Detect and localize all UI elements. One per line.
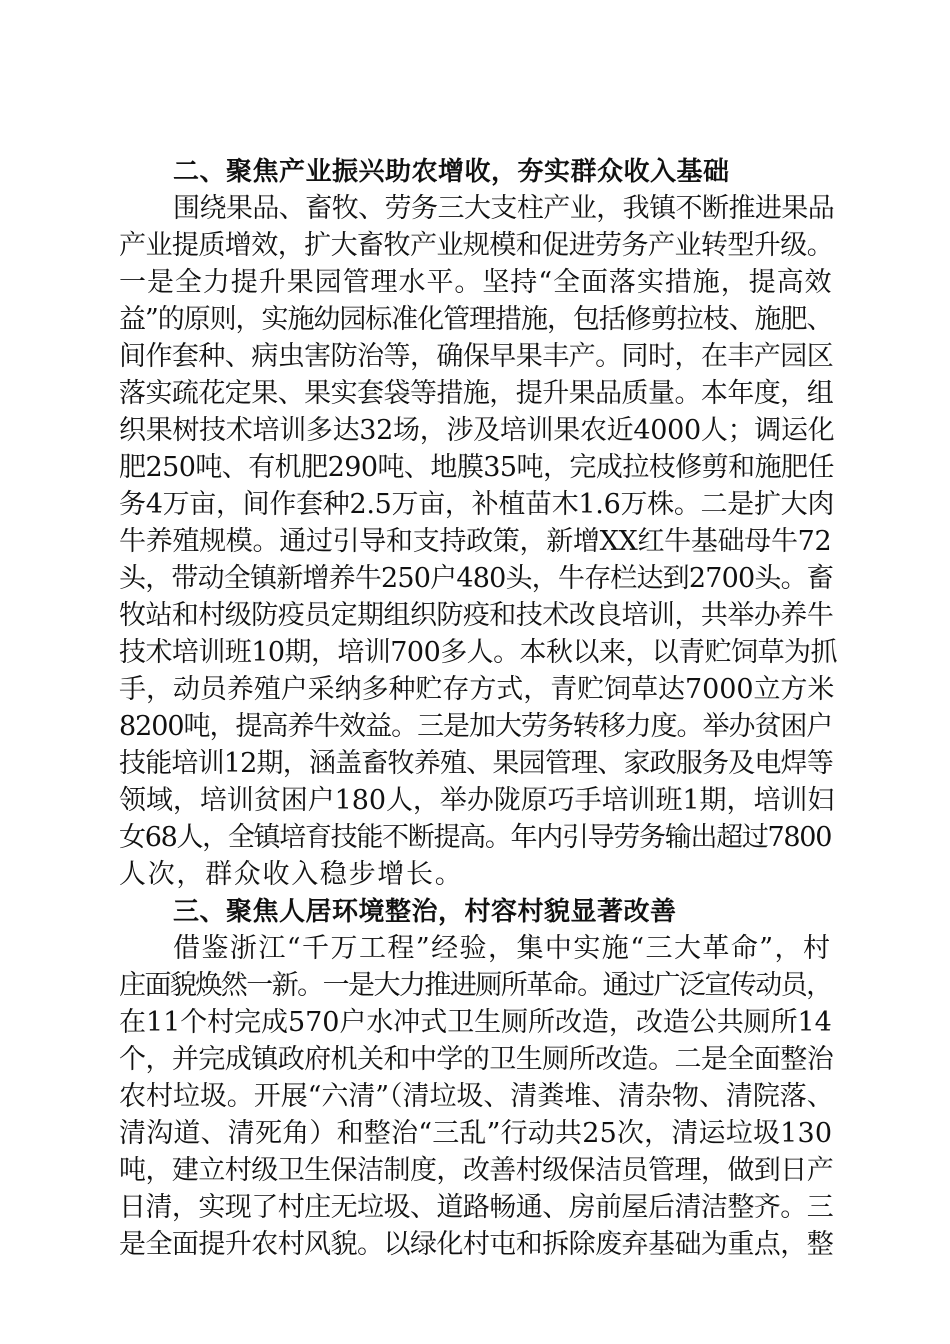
paragraph-line: 落实疏花定果、果实套袋等措施，提升果品质量。本年度，组 [119, 378, 834, 409]
paragraph-line: 肥250吨、有机肥290吨、地膜35吨，完成拉枝修剪和施肥任 [119, 452, 834, 483]
paragraph-line: 牛养殖规模。通过引导和支持政策，新增XX红牛基础母牛72 [119, 526, 832, 557]
paragraph-line: 手，动员养殖户采纳多种贮存方式，青贮饲草达7000立方米 [119, 674, 835, 705]
paragraph-line: 农村垃圾。开展“六清”（清垃圾、清粪堆、清杂物、清院落、 [119, 1081, 834, 1112]
paragraph-line: 清沟道、清死角）和整治“三乱”行动共25次，清运垃圾130 [119, 1118, 833, 1149]
paragraph-line: 间作套种、病虫害防治等，确保早果丰产。同时，在丰产园区 [119, 341, 834, 372]
paragraph-line: 个，并完成镇政府机关和中学的卫生厕所改造。二是全面整治 [119, 1044, 834, 1075]
paragraph-line: 庄面貌焕然一新。一是大力推进厕所革命。通过广泛宣传动员， [119, 970, 832, 1001]
section-3-heading: 三、聚焦人居环境整治，村容村貌显著改善 [173, 897, 677, 927]
paragraph-line: 牧站和村级防疫员定期组织防疫和技术改良培训，共举办养牛 [119, 600, 834, 631]
paragraph-line: 益”的原则，实施幼园标准化管理措施，包括修剪拉枝、施肥、 [119, 304, 833, 335]
paragraph-line: 是全面提升农村风貌。以绿化村屯和拆除废弃基础为重点，整 [119, 1229, 834, 1260]
paragraph-line: 一是全力提升果园管理水平。坚持“全面落实措施，提高效 [119, 267, 833, 298]
paragraph-line: 在11个村完成570户水冲式卫生厕所改造，改造公共厕所14 [119, 1007, 832, 1038]
paragraph-line: 织果树技术培训多达32场，涉及培训果农近4000人；调运化 [119, 415, 835, 446]
paragraph-line: 借鉴浙江“千万工程”经验，集中实施“三大革命”，村 [173, 933, 832, 964]
paragraph-line: 产业提质增效，扩大畜牧产业规模和促进劳务产业转型升级。 [119, 230, 834, 261]
paragraph-line: 头，带动全镇新增养牛250户480头，牛存栏达到2700头。畜 [119, 563, 833, 594]
paragraph-line: 领域，培训贫困户180人，举办陇原巧手培训班1期，培训妇 [119, 785, 835, 816]
paragraph-line: 人次，群众收入稳步增长。 [119, 859, 464, 890]
section-2-heading: 二、聚焦产业振兴助农增收，夯实群众收入基础 [173, 157, 730, 187]
paragraph-line: 务4万亩，间作套种2.5万亩，补植苗木1.6万株。二是扩大肉 [119, 489, 835, 520]
paragraph-line: 女68人，全镇培育技能不断提高。年内引导劳务输出超过7800 [119, 822, 832, 853]
paragraph-line: 8200吨，提高养牛效益。三是加大劳务转移力度。举办贫困户 [119, 711, 833, 742]
paragraph-line: 技术培训班10期，培训700多人。本秋以来，以青贮饲草为抓 [119, 637, 837, 668]
paragraph-line: 吨，建立村级卫生保洁制度，改善村级保洁员管理，做到日产 [119, 1155, 834, 1186]
paragraph-line: 围绕果品、畜牧、劳务三大支柱产业，我镇不断推进果品 [173, 193, 835, 224]
paragraph-line: 技能培训12期，涵盖畜牧养殖、果园管理、家政服务及电焊等 [119, 748, 833, 779]
paragraph-line: 日清，实现了村庄无垃圾、道路畅通、房前屋后清洁整齐。三 [119, 1192, 834, 1223]
